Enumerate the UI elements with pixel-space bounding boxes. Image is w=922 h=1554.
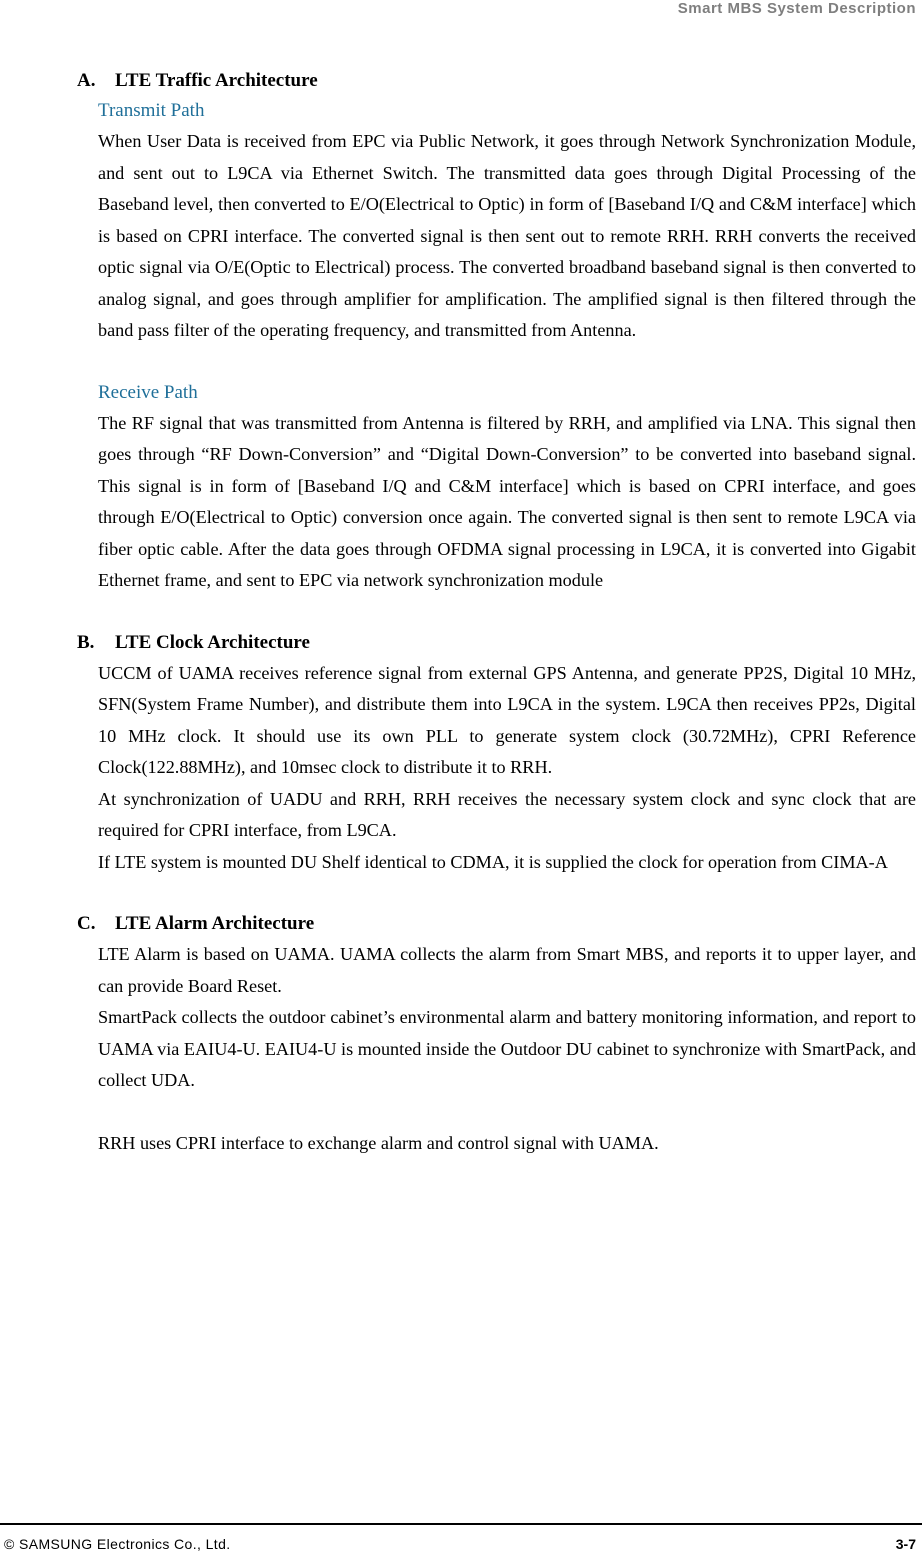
section-letter: A. (77, 70, 96, 91)
section-letter: B. (77, 631, 95, 653)
page-number: 3-7 (895, 1536, 916, 1552)
subheading-transmit-path: Transmit Path (98, 100, 205, 121)
section-lte-clock-architecture (0, 628, 922, 879)
running-header: Smart MBS System Description (677, 0, 916, 17)
paragraph: At synchronization of UADU and RRH, RRH receives the necessary system clock and sync clock that are required for CPRI interface, from L9CA. (98, 788, 916, 840)
page-footer (0, 1536, 922, 1554)
section-title: LTE Alarm Architecture (115, 913, 315, 934)
paragraph: LTE Alarm is based on UAMA. UAMA collects the alarm from Smart MBS, and reports it to upper layer, and can provide Board Reset. (98, 944, 916, 996)
copyright-notice: © SAMSUNG Electronics Co., Ltd. (4, 1536, 231, 1552)
footer-divider (0, 1523, 922, 1525)
paragraph: If LTE system is mounted DU Shelf identical to CDMA, it is supplied the clock for operation from CIMA-A (98, 851, 888, 872)
section-body (0, 96, 922, 597)
paragraph: When User Data is received from EPC via Public Network, it goes through Network Synchronization Module, and sent out to L9CA via Ethernet Switch. The transmitted data goes through Digital Processing of the Baseband level, then converted to E/O(Electrical to Optic) in form of [Baseband I/Q and C&M interface] which is based on CPRI interface. The converted signal is then sent out to remote RRH. RRH converts the received optic signal via O/E(Optic to Electrical) process. The converted broadband baseband signal is then converted to analog signal, and goes through amplifier for amplification. The amplified signal is then filtered through the band pass filter of the operating frequency, and transmitted from Antenna. (98, 131, 916, 340)
section-title: LTE Traffic Architecture (115, 70, 318, 91)
paragraph: RRH uses CPRI interface to exchange alarm and control signal with UAMA. (98, 1132, 659, 1153)
paragraph: UCCM of UAMA receives reference signal from external GPS Antenna, and generate PP2S, Digital 10 MHz, SFN(System Frame Number), and distribute them into L9CA in the system. L9CA then receives PP2s, Digital 10 MHz clock. It should use its own PLL to generate system clock (30.72MHz), CPRI Reference Clock(122.88MHz), and 10msec clock to distribute it to RRH. (98, 662, 916, 777)
document-body (0, 66, 922, 1159)
section-heading (0, 66, 922, 96)
section-heading (0, 628, 922, 658)
section-letter: C. (77, 913, 96, 934)
paragraph: SmartPack collects the outdoor cabinet’s environmental alarm and battery monitoring information, and report to UAMA via EAIU4-U. EAIU4-U is mounted inside the Outdoor DU cabinet to synchronize with SmartPack, and collect UDA. (98, 1007, 916, 1090)
section-title: LTE Clock Architecture (115, 631, 310, 653)
section-body (0, 658, 922, 879)
section-lte-traffic-architecture (0, 66, 922, 597)
section-lte-alarm-architecture (0, 909, 922, 1159)
paragraph: The RF signal that was transmitted from Antenna is filtered by RRH, and amplified via LNA. This signal then goes through “RF Down-Conversion” and “Digital Down-Conversion” to be converted into baseband signal. This signal is in form of [Baseband I/Q and C&M interface] which is based on CPRI interface, and goes through E/O(Electrical to Optic) conversion once again. The converted signal is then sent to remote L9CA via fiber optic cable. After the data goes through OFDMA signal processing in L9CA, it is converted into Gigabit Ethernet frame, and sent to EPC via network synchronization module (98, 412, 916, 590)
subheading-receive-path: Receive Path (98, 381, 198, 403)
section-body (0, 939, 922, 1159)
section-heading (0, 909, 922, 939)
